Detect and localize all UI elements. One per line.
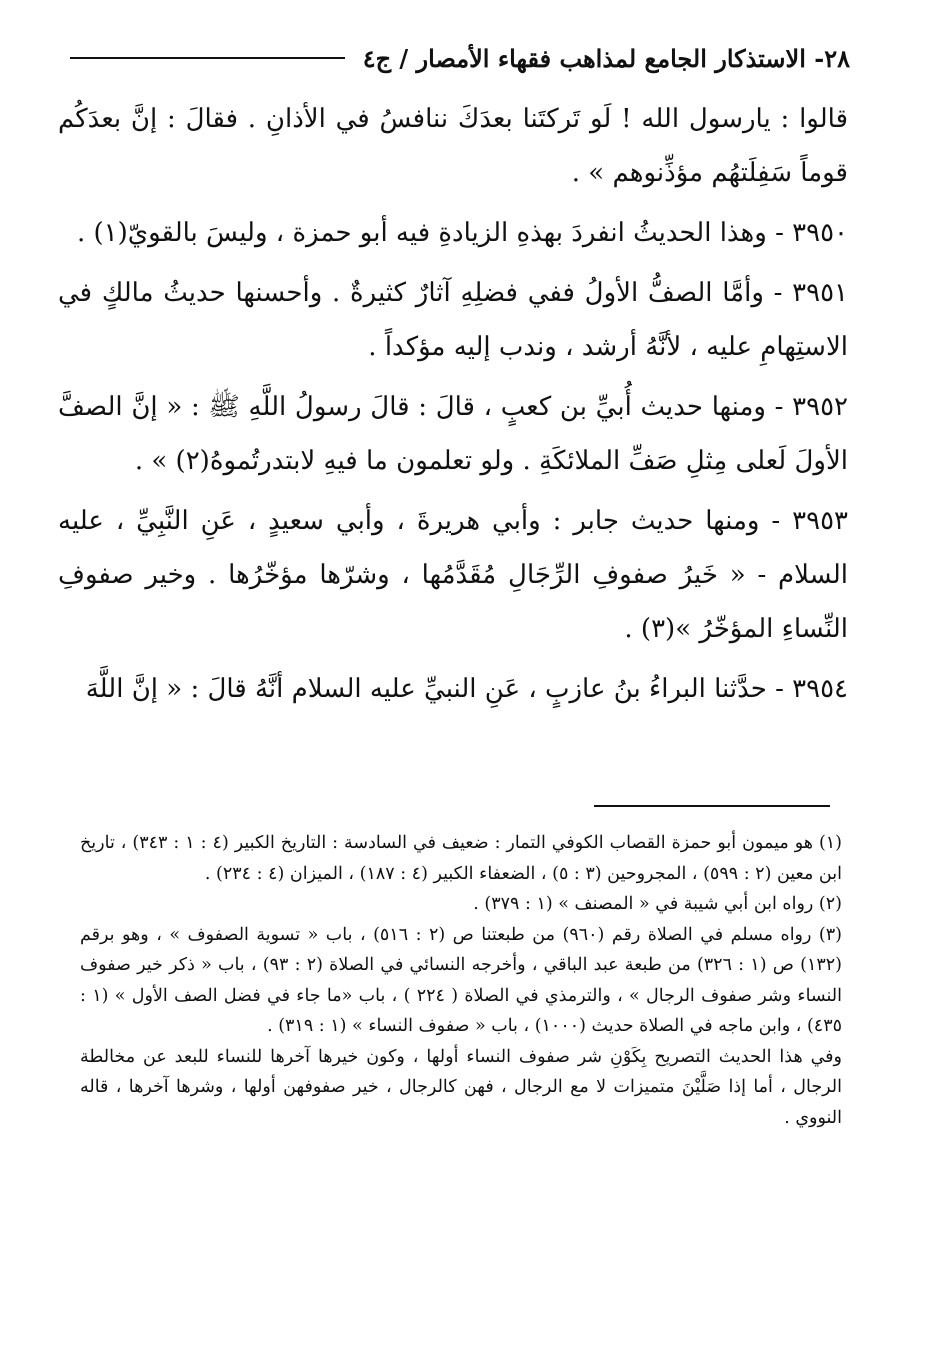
footnote-item: (٢) رواه ابن أبي شيبة في « المصنف » (١ : ٣٧٩) . [473, 894, 842, 914]
footnote-commentary: وفي هذا الحديث التصريح بِكَوْنِ شر صفوف النساء أولها ، وكون خيرها آخرها للنساء للبعد عن مخالطة الرجال ، أما إذا صَلَّيْنَ متميزات لا مع الرجال ، فهن كالرجال ، خير صفوفهن أولها ، وشرها آخرها ، قاله النووي . [80, 1046, 842, 1128]
main-paragraph: ٣٩٥٣ - ومنها حديث جابر : وأبي هريرةَ ، وأبي سعيدٍ ، عَنِ النَّبِيِّ ، عليه السلام - « خَيرُ صفوفِ الرِّجَالِ مُقَدَّمُها ، وشرّها مؤخّرُها . وخير صفوفِ النِّساءِ المؤخّرُ »(٣) . [58, 506, 848, 644]
header-title: ٢٨- الاستذكار الجامع لمذاهب فقهاء الأمصار / ج٤ [362, 43, 850, 73]
footnote-item: (٣) رواه مسلم في الصلاة رقم (٩٦٠) من طبعتنا ص (٢ : ٥١٦) ، باب « تسوية الصفوف » ، وهو برقم (١٣٢) ص (١ : ٣٢٦) من طبعة عبد الباقي ، وأخرجه النسائي في الصلاة (٢ : ٩٣) ، باب « ذكر خير صفوف النساء وشر صفوف الرجال » ، والترمذي في الصلاة ( ٢٢٤ ) ، باب «ما جاء في فضل الصف الأول » (١ : ٤٣٥) ، وابن ماجه في الصلاة حديث (١٠٠٠) ، باب « صفوف النساء » (١ : ٣١٩) . [80, 924, 842, 1036]
main-paragraph: ٣٩٥١ - وأمَّا الصفُّ الأولُ ففي فضلِهِ آثارٌ كثيرةٌ . وأحسنها حديثُ مالكٍ في الاستِهامِ عليه ، لأنَّهُ أرشد ، وندب إليه مؤكداً . [58, 278, 848, 362]
footnotes [80, 828, 842, 1133]
main-paragraph: قالوا : يارسول الله ! لَو تَركتَنا بعدَكَ ننافسُ في الأذانِ . فقالَ : إنَّ بعدَكُم قوماً سَفِلَتهُم مؤذِّنوهم » . [58, 104, 848, 188]
footnote-item: (١) هو ميمون أبو حمزة القصاب الكوفي التمار : ضعيف في السادسة : التاريخ الكبير (٤ : ١ : ٣٤٣) ، تاريخ ابن معين (٢ : ٥٩٩) ، المجروحين (٣ : ٥) ، الضعفاء الكبير (٤ : ١٨٧) ، الميزان (٤ : ٢٣٤) . [80, 833, 842, 884]
main-paragraph: ٣٩٥٤ - حدَّثنا البراءُ بنُ عازبٍ ، عَنِ النبيِّ عليه السلام أنَّهُ قالَ : « إنَّ اللَّهَ [85, 674, 848, 704]
main-paragraph: ٣٩٥٠ - وهذا الحديثُ انفردَ بهذهِ الزيادةِ فيه أبو حمزة ، وليسَ بالقويّ(١) . [76, 218, 848, 248]
running-header [70, 38, 850, 78]
main-paragraph: ٣٩٥٢ - ومنها حديث أُبيِّ بن كعبٍ ، قالَ : قالَ رسولُ اللَّهِ ﷺ : « إنَّ الصفَّ الأولَ لَعلى مِثلِ صَفِّ الملائكَةِ . ولو تعلمون ما فيهِ لابتدرتُموهُ(٢) » . [58, 392, 848, 476]
main-text [58, 92, 848, 722]
footnote-separator [594, 805, 830, 807]
header-rule [70, 57, 345, 59]
